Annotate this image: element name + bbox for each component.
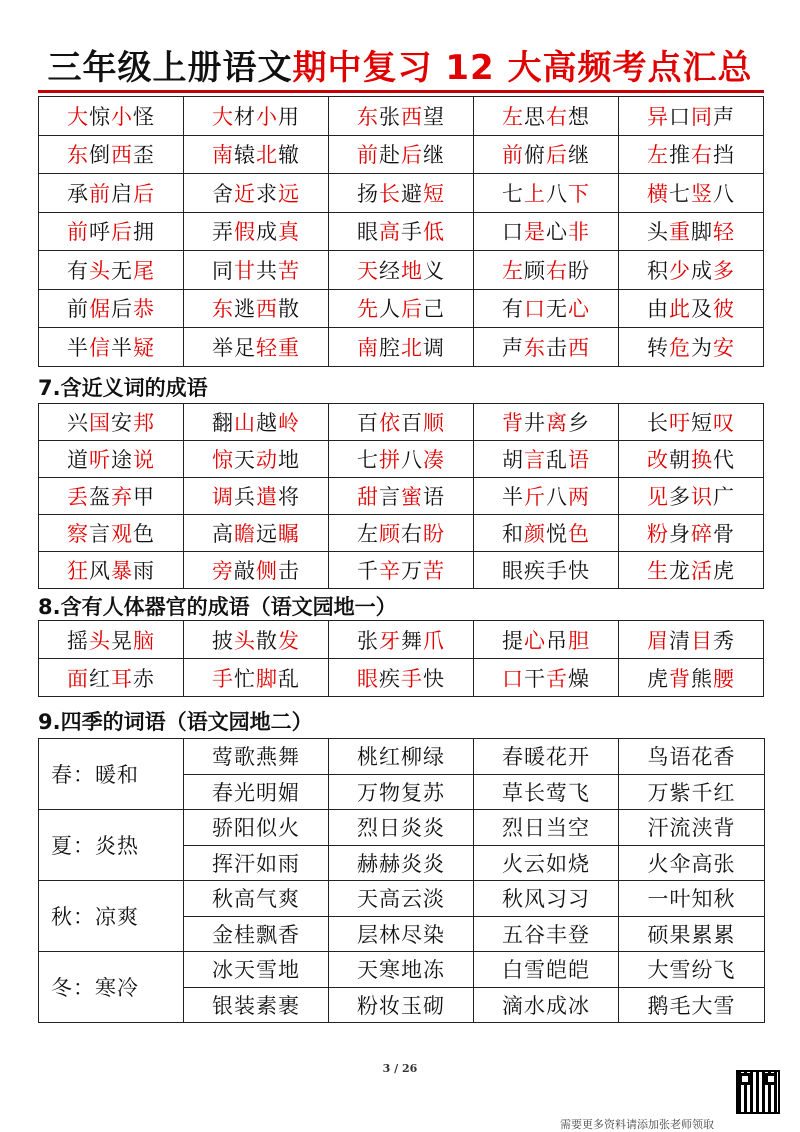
- synonym-idiom-cell: 左顾右盼: [329, 515, 474, 552]
- season-label: 夏：炎热: [39, 810, 184, 881]
- page-title: [40, 40, 760, 89]
- synonym-idiom-cell: 粉身碎骨: [619, 515, 764, 552]
- season-word-cell: 鹅毛大雪: [619, 987, 765, 1023]
- antonym-idiom-cell: 前呼后拥: [39, 212, 184, 251]
- synonym-idiom-cell: 旁敲侧击: [184, 552, 329, 589]
- section-heading-9: 9.四季的词语（语文园地二）: [38, 710, 313, 734]
- title-black-part: 三年级上册语文: [47, 48, 293, 88]
- antonym-idiom-cell: 由此及彼: [619, 289, 764, 328]
- season-word-cell: 火云如烧: [474, 845, 619, 881]
- antonym-idiom-table: [38, 96, 764, 367]
- season-word-cell: 粉妆玉砌: [329, 987, 474, 1023]
- synonym-idiom-cell: 甜言蜜语: [329, 478, 474, 515]
- antonym-idiom-cell: 同甘共苦: [184, 251, 329, 290]
- organ-idiom-cell: 虎背熊腰: [619, 659, 764, 697]
- antonym-idiom-cell: 积少成多: [619, 251, 764, 290]
- season-word-cell: 莺歌燕舞: [184, 739, 329, 775]
- synonym-idiom-cell: 察言观色: [39, 515, 184, 552]
- antonym-idiom-cell: 东倒西歪: [39, 135, 184, 174]
- synonym-idiom-cell: 兴国安邦: [39, 404, 184, 441]
- antonym-idiom-row: [39, 135, 764, 174]
- antonym-idiom-cell: 声东击西: [474, 328, 619, 367]
- antonym-idiom-cell: 弄假成真: [184, 212, 329, 251]
- season-word-cell: 层林尽染: [329, 916, 474, 952]
- season-label: 春：暖和: [39, 739, 184, 810]
- title-underline: [38, 90, 764, 93]
- season-word-cell: 秋高气爽: [184, 881, 329, 917]
- synonym-idiom-cell: 调兵遣将: [184, 478, 329, 515]
- synonym-idiom-table: [38, 403, 764, 589]
- body-organ-idiom-table: [38, 620, 764, 697]
- synonym-idiom-cell: 丢盔弃甲: [39, 478, 184, 515]
- season-word-cell: 春暖花开: [474, 739, 619, 775]
- organ-idiom-cell: 眉清目秀: [619, 621, 764, 659]
- season-word-cell: 天高云淡: [329, 881, 474, 917]
- section-heading-7: 7.含近义词的成语: [38, 376, 208, 400]
- antonym-idiom-row: [39, 328, 764, 367]
- organ-idiom-cell: 披头散发: [184, 621, 329, 659]
- antonym-idiom-cell: 七上八下: [474, 174, 619, 213]
- antonym-idiom-row: [39, 174, 764, 213]
- antonym-idiom-cell: 左顾右盼: [474, 251, 619, 290]
- antonym-idiom-cell: 南腔北调: [329, 328, 474, 367]
- season-row: [39, 881, 765, 917]
- synonym-idiom-cell: 千辛万苦: [329, 552, 474, 589]
- organ-idiom-cell: 提心吊胆: [474, 621, 619, 659]
- synonym-idiom-row: [39, 552, 764, 589]
- season-word-cell: 五谷丰登: [474, 916, 619, 952]
- antonym-idiom-cell: 转危为安: [619, 328, 764, 367]
- season-word-cell: 桃红柳绿: [329, 739, 474, 775]
- synonym-idiom-row: [39, 515, 764, 552]
- antonym-idiom-cell: 头重脚轻: [619, 212, 764, 251]
- antonym-idiom-row: [39, 289, 764, 328]
- season-word-cell: 秋风习习: [474, 881, 619, 917]
- synonym-idiom-cell: 眼疾手快: [474, 552, 619, 589]
- organ-idiom-row: [39, 659, 764, 697]
- organ-idiom-cell: 张牙舞爪: [329, 621, 474, 659]
- season-word-cell: 汗流浃背: [619, 810, 765, 846]
- antonym-idiom-cell: 南辕北辙: [184, 135, 329, 174]
- organ-idiom-cell: 眼疾手快: [329, 659, 474, 697]
- season-word-cell: 赫赫炎炎: [329, 845, 474, 881]
- antonym-idiom-row: [39, 251, 764, 290]
- season-label: 冬：寒冷: [39, 952, 184, 1023]
- synonym-idiom-cell: 七拼八凑: [329, 441, 474, 478]
- season-label: 秋：凉爽: [39, 881, 184, 952]
- synonym-idiom-cell: 见多识广: [619, 478, 764, 515]
- synonym-idiom-cell: 生龙活虎: [619, 552, 764, 589]
- organ-idiom-cell: 摇头晃脑: [39, 621, 184, 659]
- synonym-idiom-cell: 道听途说: [39, 441, 184, 478]
- season-word-cell: 烈日当空: [474, 810, 619, 846]
- antonym-idiom-cell: 口是心非: [474, 212, 619, 251]
- title-red-part: 期中复习 12 大高频考点汇总: [292, 48, 753, 88]
- season-word-cell: 大雪纷飞: [619, 952, 765, 988]
- season-word-cell: 天寒地冻: [329, 952, 474, 988]
- organ-idiom-cell: 手忙脚乱: [184, 659, 329, 697]
- antonym-idiom-cell: 大材小用: [184, 97, 329, 136]
- season-word-cell: 硕果累累: [619, 916, 765, 952]
- synonym-idiom-cell: 长吁短叹: [619, 404, 764, 441]
- season-row: [39, 952, 765, 988]
- season-word-cell: 滴水成冰: [474, 987, 619, 1023]
- antonym-idiom-cell: 前倨后恭: [39, 289, 184, 328]
- organ-idiom-cell: 口干舌燥: [474, 659, 619, 697]
- antonym-idiom-cell: 承前启后: [39, 174, 184, 213]
- antonym-idiom-cell: 大惊小怪: [39, 97, 184, 136]
- page-number: 3 / 26: [382, 1062, 418, 1075]
- four-seasons-table: [38, 738, 765, 1023]
- synonym-idiom-cell: 百依百顺: [329, 404, 474, 441]
- antonym-idiom-cell: 扬长避短: [329, 174, 474, 213]
- season-row: [39, 810, 765, 846]
- organ-idiom-row: [39, 621, 764, 659]
- antonym-idiom-cell: 有口无心: [474, 289, 619, 328]
- footer-note: 需要更多资料请添加张老师领取: [560, 1118, 714, 1131]
- antonym-idiom-cell: 半信半疑: [39, 328, 184, 367]
- season-word-cell: 冰天雪地: [184, 952, 329, 988]
- season-word-cell: 火伞高张: [619, 845, 765, 881]
- antonym-idiom-cell: 东逃西散: [184, 289, 329, 328]
- antonym-idiom-cell: 有头无尾: [39, 251, 184, 290]
- synonym-idiom-cell: 胡言乱语: [474, 441, 619, 478]
- synonym-idiom-cell: 背井离乡: [474, 404, 619, 441]
- antonym-idiom-cell: 东张西望: [329, 97, 474, 136]
- season-word-cell: 万物复苏: [329, 774, 474, 810]
- season-word-cell: 白雪皑皑: [474, 952, 619, 988]
- synonym-idiom-row: [39, 478, 764, 515]
- synonym-idiom-cell: 高瞻远瞩: [184, 515, 329, 552]
- season-word-cell: 春光明媚: [184, 774, 329, 810]
- season-word-cell: 万紫千红: [619, 774, 765, 810]
- organ-idiom-cell: 面红耳赤: [39, 659, 184, 697]
- synonym-idiom-cell: 改朝换代: [619, 441, 764, 478]
- synonym-idiom-cell: 惊天动地: [184, 441, 329, 478]
- season-word-cell: 银装素裹: [184, 987, 329, 1023]
- synonym-idiom-row: [39, 404, 764, 441]
- antonym-idiom-cell: 前赴后继: [329, 135, 474, 174]
- synonym-idiom-cell: 狂风暴雨: [39, 552, 184, 589]
- antonym-idiom-cell: 先人后己: [329, 289, 474, 328]
- antonym-idiom-cell: 眼高手低: [329, 212, 474, 251]
- season-word-cell: 一叶知秋: [619, 881, 765, 917]
- antonym-idiom-row: [39, 97, 764, 136]
- season-word-cell: 草长莺飞: [474, 774, 619, 810]
- antonym-idiom-row: [39, 212, 764, 251]
- season-word-cell: 烈日炎炎: [329, 810, 474, 846]
- season-word-cell: 骄阳似火: [184, 810, 329, 846]
- antonym-idiom-cell: 前俯后继: [474, 135, 619, 174]
- antonym-idiom-cell: 天经地义: [329, 251, 474, 290]
- season-word-cell: 挥汗如雨: [184, 845, 329, 881]
- antonym-idiom-cell: 舍近求远: [184, 174, 329, 213]
- season-row: [39, 739, 765, 775]
- synonym-idiom-cell: 和颜悦色: [474, 515, 619, 552]
- synonym-idiom-cell: 翻山越岭: [184, 404, 329, 441]
- antonym-idiom-cell: 举足轻重: [184, 328, 329, 367]
- season-word-cell: 金桂飘香: [184, 916, 329, 952]
- antonym-idiom-cell: 左思右想: [474, 97, 619, 136]
- section-heading-8: 8.含有人体器官的成语（语文园地一）: [38, 595, 397, 619]
- season-word-cell: 鸟语花香: [619, 739, 765, 775]
- qr-code-icon[interactable]: [736, 1070, 780, 1114]
- antonym-idiom-cell: 左推右挡: [619, 135, 764, 174]
- synonym-idiom-row: [39, 441, 764, 478]
- antonym-idiom-cell: 横七竖八: [619, 174, 764, 213]
- synonym-idiom-cell: 半斤八两: [474, 478, 619, 515]
- antonym-idiom-cell: 异口同声: [619, 97, 764, 136]
